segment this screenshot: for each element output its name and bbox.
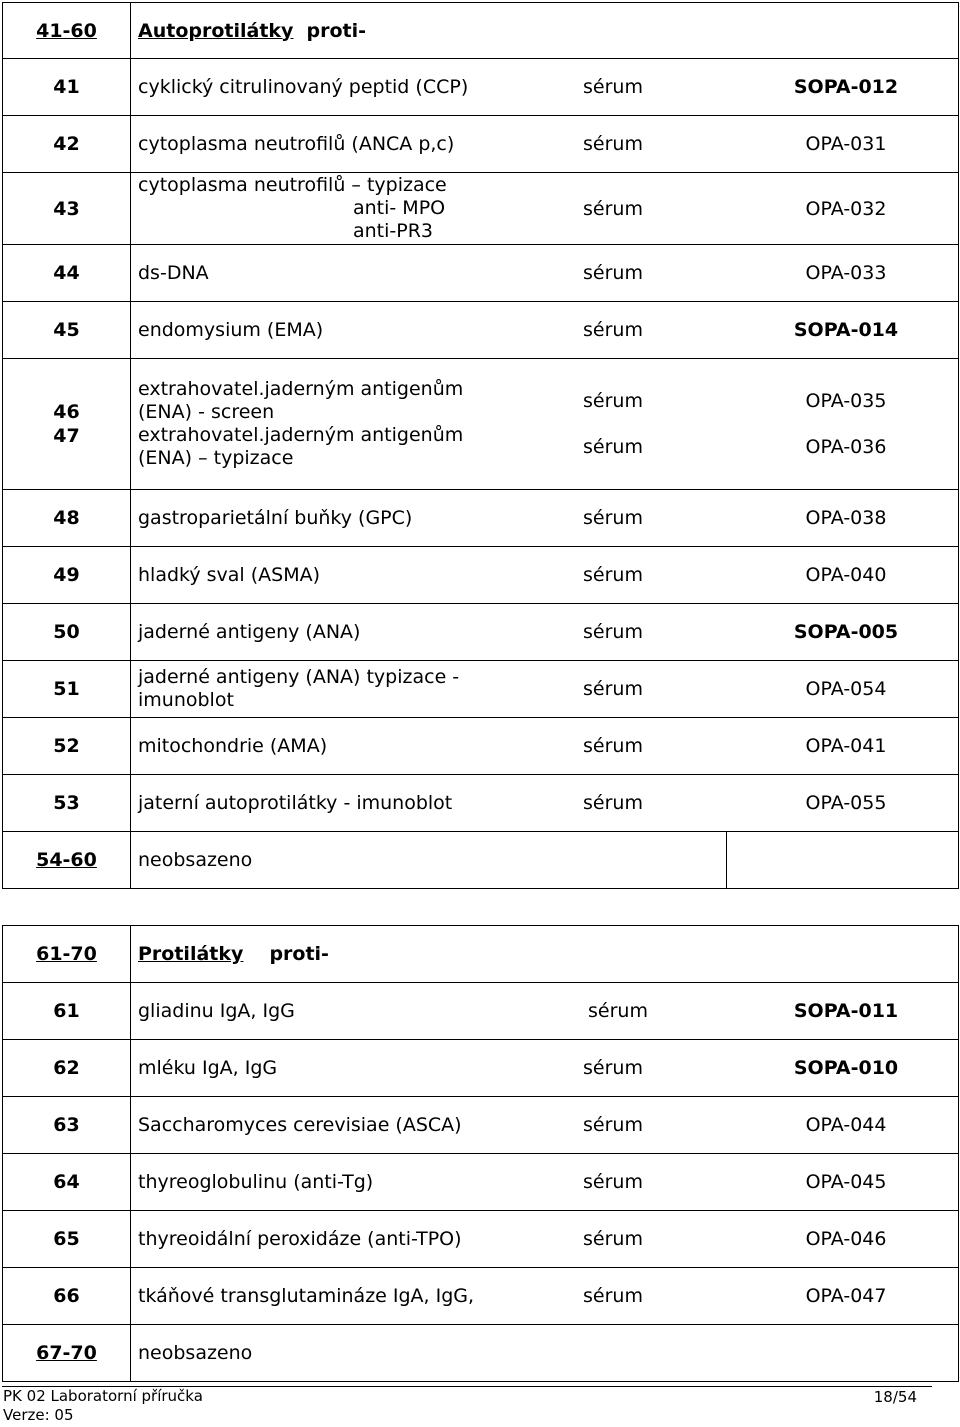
row-number: 48 [3,490,131,547]
table-row-group [3,359,959,490]
row-description: jaderné antigeny (ANA) typizace - imunoblot [138,666,460,711]
row-number: 43 [3,173,131,245]
row-number: 64 [3,1154,131,1211]
table-row [3,604,959,661]
row-number: 45 [3,302,131,359]
row-material: sérum [583,1114,643,1136]
row-material: sérum [583,390,643,412]
row-description: gliadinu IgA, IgG [138,1000,295,1022]
section-title-cell [131,926,959,983]
table-header-row [3,926,959,983]
table-row [3,983,959,1040]
table-row [3,1211,959,1268]
section-title: Autoprotilátky [138,19,294,42]
table-row [3,661,959,718]
antibody-table-61-70 [2,925,959,1382]
row-code: OPA-035 [805,390,887,412]
row-description: mitochondrie (AMA) [138,735,328,757]
document-version: Verze: 05 [3,1406,74,1424]
row-number: 67-70 [3,1325,131,1382]
row-material: sérum [583,507,643,529]
row-description: jaterní autoprotilátky - imunoblot [138,792,453,814]
row-description: jaderné antigeny (ANA) [138,621,361,643]
table-row [3,490,959,547]
row-code: SOPA-010 [793,1057,899,1079]
table-header-row [3,3,959,59]
row-number: 51 [3,661,131,718]
row-material: sérum [583,1285,643,1307]
row-code: OPA-031 [805,133,887,155]
row-code: OPA-036 [805,436,887,458]
page-footer [2,1386,932,1425]
table-row [3,1325,959,1382]
table-row [3,245,959,302]
row-description: mléku IgA, IgG [138,1057,278,1079]
row-description: thyreoidální peroxidáze (anti-TPO) [138,1228,462,1250]
row-material: sérum [583,319,643,341]
antibody-table-41-60 [2,2,959,889]
empty-cell [727,832,959,889]
row-code: SOPA-005 [793,621,899,643]
row-code: OPA-032 [805,197,887,220]
table-row [131,424,958,470]
row-material: sérum [583,1171,643,1193]
row-material: sérum [583,564,643,586]
row-description: tkáňové transglutamináze IgA, IgG, [138,1285,475,1307]
row-number: 49 [3,547,131,604]
row-number: 63 [3,1097,131,1154]
row-material: sérum [588,1000,648,1022]
table-row [3,547,959,604]
row-number: 61 [3,983,131,1040]
row-number: 65 [3,1211,131,1268]
row-number: 41 [3,59,131,116]
row-code: SOPA-012 [793,76,899,98]
row-material: sérum [583,436,643,458]
row-material: sérum [583,133,643,155]
row-description: gastroparietální buňky (GPC) [138,507,413,529]
row-description: extrahovatel.jaderným antigenům (ENA) - screen [138,378,464,423]
row-number: 47 [53,425,80,447]
row-code: OPA-038 [805,507,887,529]
row-description: hladký sval (ASMA) [138,564,321,586]
document-reference: PK 02 Laboratorní příručka [3,1387,203,1405]
row-code: OPA-047 [805,1285,887,1307]
row-number: 50 [3,604,131,661]
row-number: 46 [53,401,80,423]
row-number: 66 [3,1268,131,1325]
row-material: sérum [583,1057,643,1079]
row-code: OPA-033 [805,262,887,284]
table-row [3,1154,959,1211]
row-description: ds-DNA [138,262,209,284]
table-row [3,173,959,245]
table-row [3,302,959,359]
row-material: sérum [583,1228,643,1250]
table-row [3,718,959,775]
row-code: SOPA-011 [793,1000,899,1022]
row-code: OPA-045 [805,1171,887,1193]
row-code: OPA-041 [805,735,887,757]
table-row [3,1097,959,1154]
row-code: SOPA-014 [793,319,899,341]
row-code: OPA-054 [805,678,887,700]
row-number: 42 [3,116,131,173]
table-row [3,832,959,889]
row-material: sérum [583,792,643,814]
table-row [131,378,958,424]
section-range: 41-60 [3,3,131,59]
table-row [3,775,959,832]
row-description: cytoplasma neutrofilů (ANCA p,c) [138,133,455,155]
row-material: sérum [583,262,643,284]
table-row [3,116,959,173]
row-code: OPA-044 [805,1114,887,1136]
row-code: OPA-040 [805,564,887,586]
row-material: sérum [583,76,643,98]
row-number: 44 [3,245,131,302]
section-suffix: proti- [269,943,329,965]
row-code: OPA-046 [805,1228,887,1250]
row-number: 53 [3,775,131,832]
row-description: neobsazeno [138,849,253,871]
row-material: sérum [583,197,643,220]
row-description: Saccharomyces cerevisiae (ASCA) [138,1114,462,1136]
table-row [3,1268,959,1325]
table-row [3,59,959,116]
table-row [3,1040,959,1097]
row-code: OPA-055 [805,792,887,814]
page-number: 18/54 [873,1388,917,1406]
section-range: 61-70 [3,926,131,983]
row-material: sérum [583,678,643,700]
section-suffix: proti- [306,19,366,42]
row-description: cyklický citrulinovaný peptid (CCP) [138,76,469,98]
row-number: 52 [3,718,131,775]
row-description: thyreoglobulinu (anti-Tg) [138,1171,374,1193]
row-description: neobsazeno [138,1342,253,1364]
row-material: sérum [583,621,643,643]
section-title: Protilátky [138,943,244,965]
row-number: 54-60 [3,832,131,889]
row-number: 62 [3,1040,131,1097]
row-description: extrahovatel.jaderným antigenům (ENA) – typizace [138,424,464,469]
row-material: sérum [583,735,643,757]
row-description: cytoplasma neutrofilů – typizace anti- MPO anti-PR3 [138,174,447,242]
section-title-cell [131,3,959,59]
row-description: endomysium (EMA) [138,319,324,341]
